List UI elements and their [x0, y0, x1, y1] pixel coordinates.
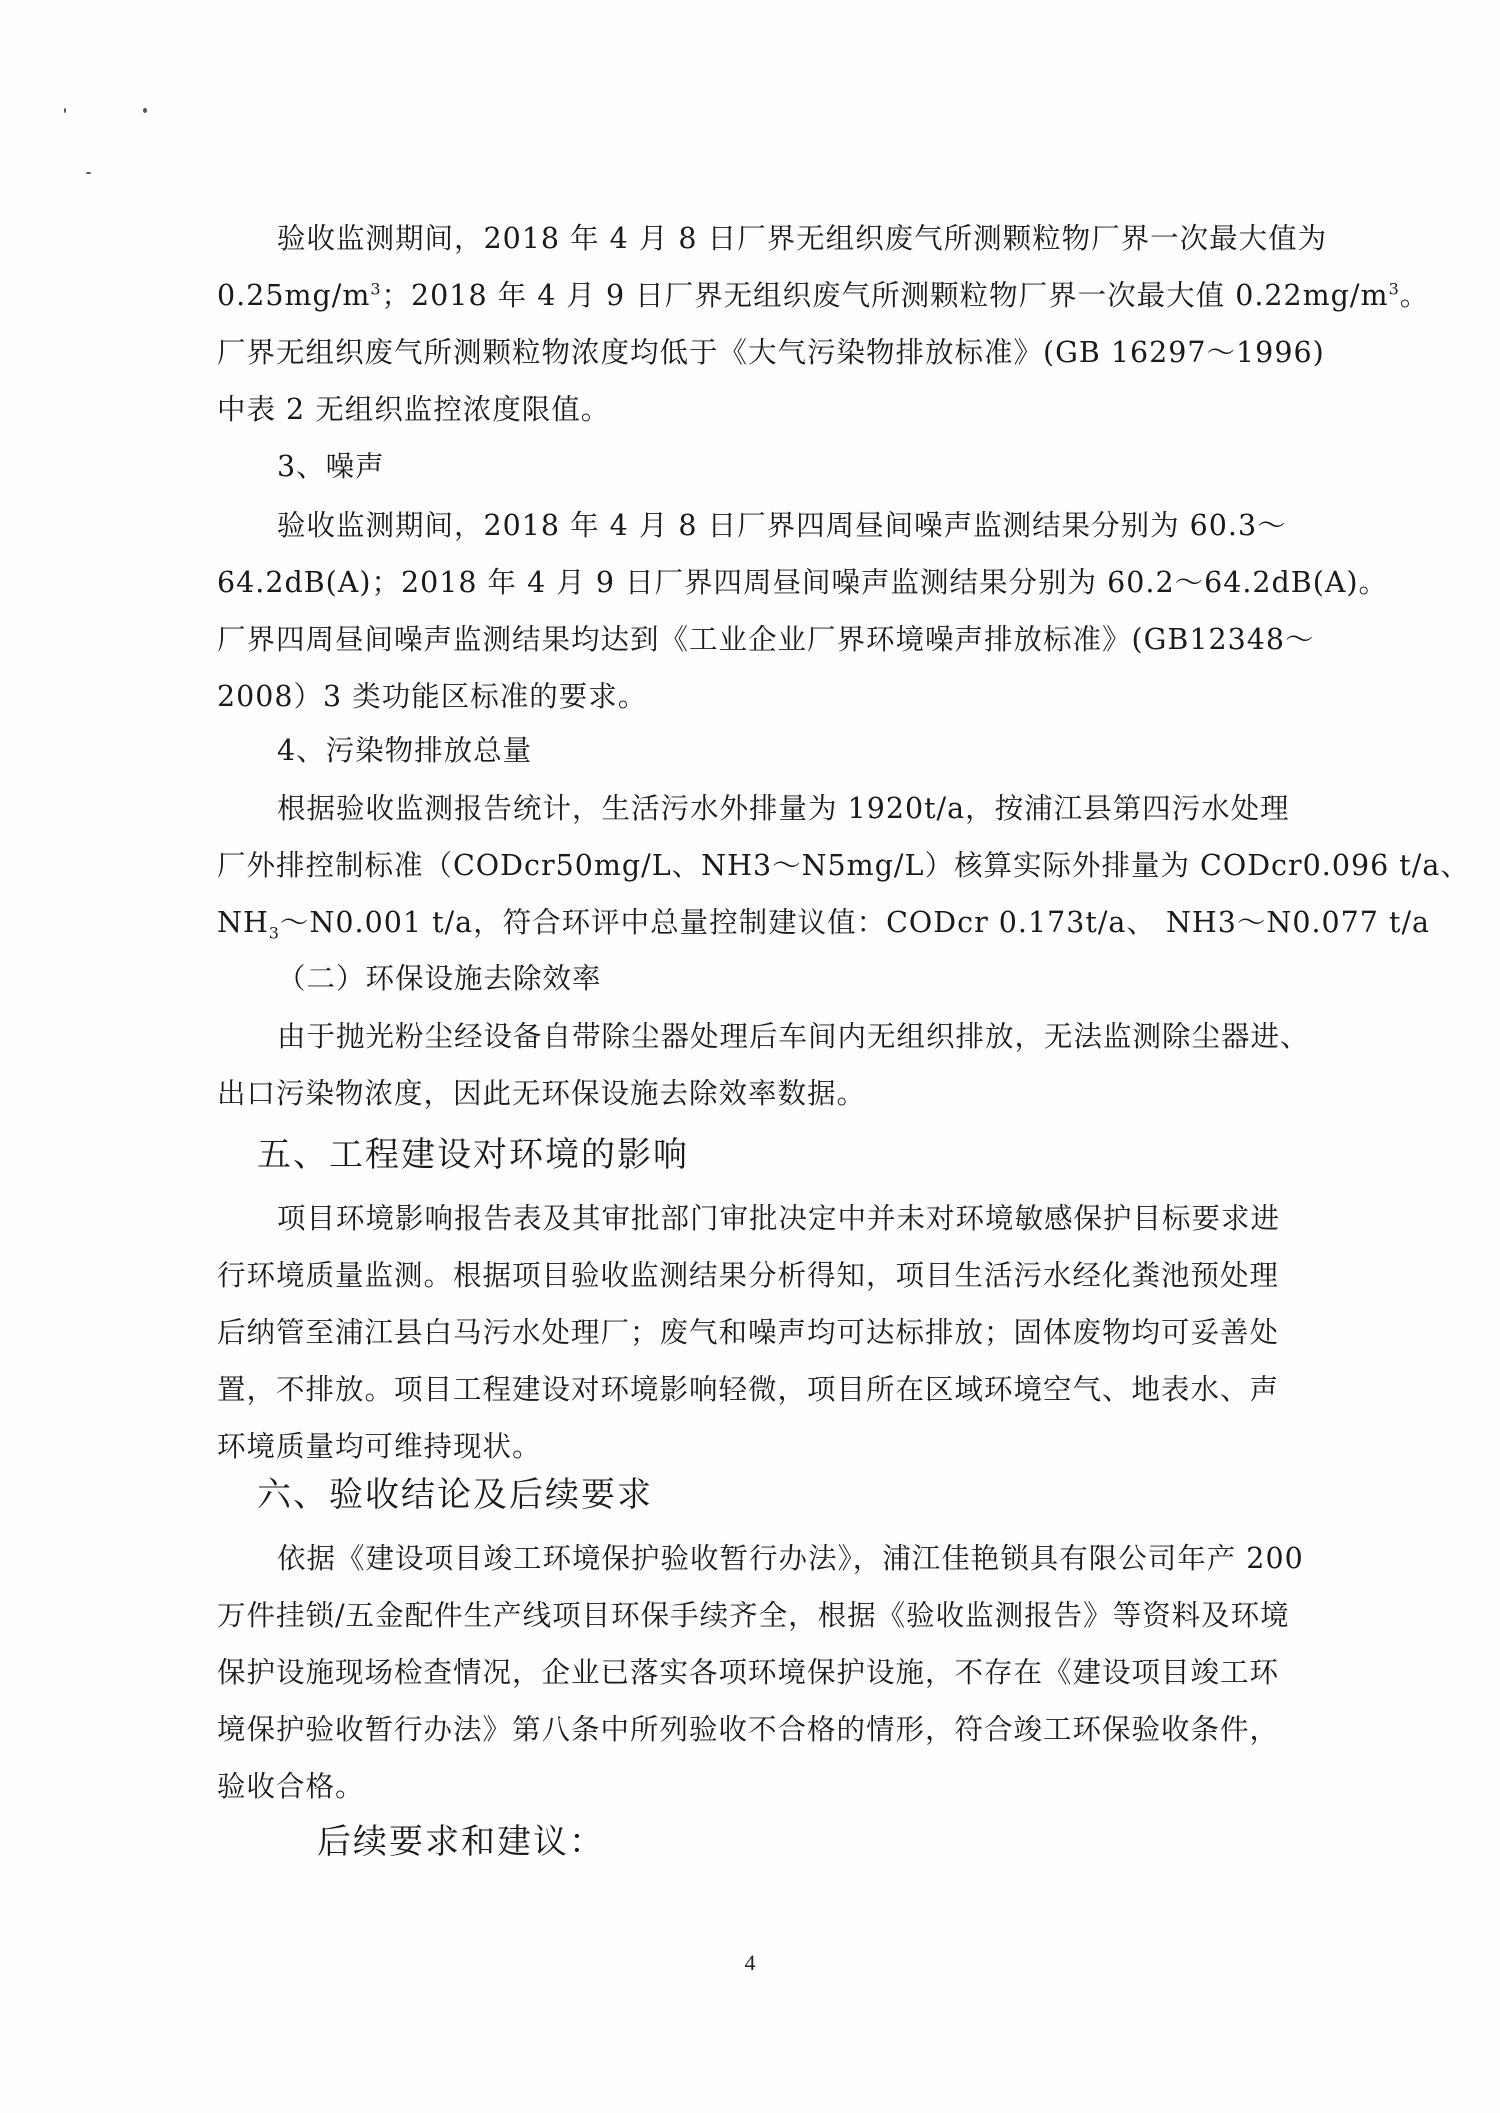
text-line: 厂界无组织废气所测颗粒物浓度均低于《大气污染物排放标准》(GB 16297～1996) — [217, 336, 1325, 369]
text-line: 后纳管至浦江县白马污水处理厂；废气和噪声均可达标排放；固体废物均可妥善处 — [217, 1316, 1280, 1349]
text-fragment: ；2018 年 4 月 9 日厂界无组织废气所测颗粒物厂界一次最大值 0.22mg/m — [381, 279, 1389, 312]
text-fragment: ～N0.001 t/a，符合环评中总量控制建议值：CODcr 0.173t/a、 NH3～N0.077 t/a — [279, 906, 1431, 939]
total-section — [217, 722, 1322, 779]
total-title: 4、污染物排放总量 — [277, 734, 533, 767]
text-fragment: 。 — [1399, 279, 1430, 312]
conclusion-section — [217, 1465, 1322, 1525]
text-line: 项目环境影响报告表及其审批部门审批决定中并未对环境敏感保护目标要求进 — [277, 1202, 1281, 1235]
text-line: 置，不排放。项目工程建设对环境影响轻微，项目所在区域环境空气、地表水、声 — [217, 1373, 1280, 1406]
noise-title: 3、噪声 — [277, 450, 385, 483]
total-paragraph — [217, 780, 1470, 951]
noise-section — [217, 438, 1322, 495]
impact-section — [217, 1125, 1322, 1185]
text-fragment: NH — [217, 906, 269, 939]
text-line: 保护设施现场检查情况，企业已落实各项环境保护设施，不存在《建设项目竣工环 — [217, 1656, 1280, 1689]
text-line: 验收监测期间，2018 年 4 月 8 日厂界无组织废气所测颗粒物厂界一次最大值为 — [277, 222, 1328, 255]
text-line: 验收合格。 — [217, 1770, 365, 1803]
section-heading: 五、工程建设对环境的影响 — [257, 1135, 689, 1175]
text-line: 厂界四周昼间噪声监测结果均达到《工业企业厂界环境噪声排放标准》(GB12348～ — [217, 623, 1315, 656]
section-heading: 六、验收结论及后续要求 — [257, 1475, 653, 1515]
scan-speck — [64, 108, 66, 113]
text-line: 根据验收监测报告统计，生活污水外排量为 1920t/a，按浦江县第四污水处理 — [277, 792, 1290, 825]
text-line — [217, 267, 1430, 324]
efficiency-paragraph — [217, 1008, 1322, 1122]
text-line: 境保护验收暂行办法》第八条中所列验收不合格的情形，符合竣工环保验收条件， — [217, 1713, 1280, 1746]
superscript: 3 — [1388, 279, 1400, 299]
noise-paragraph — [217, 497, 1389, 725]
efficiency-section — [217, 950, 1322, 1007]
text-line: 2008）3 类功能区标准的要求。 — [217, 680, 648, 713]
conclusion-paragraph — [217, 1530, 1322, 1815]
text-line — [217, 894, 1431, 951]
text-line: 中表 2 无组织监控浓度限值。 — [217, 393, 611, 426]
impact-paragraph — [217, 1190, 1322, 1475]
text-line: 环境质量均可维持现状。 — [217, 1430, 542, 1463]
text-line: 出口污染物浓度，因此无环保设施去除效率数据。 — [217, 1077, 867, 1110]
scan-speck — [143, 108, 147, 113]
superscript: 3 — [370, 279, 382, 299]
text-line: 行环境质量监测。根据项目验收监测结果分析得知，项目生活污水经化粪池预处理 — [217, 1259, 1280, 1292]
page-number: 4 — [744, 1950, 756, 1975]
text-line: 验收监测期间，2018 年 4 月 8 日厂界四周昼间噪声监测结果分别为 60.3～ — [277, 509, 1287, 542]
section-heading: 后续要求和建议： — [317, 1822, 605, 1862]
text-line: 依据《建设项目竣工环境保护验收暂行办法》，浦江佳艳锁具有限公司年产 200 — [277, 1542, 1304, 1575]
efficiency-title: （二）环保设施去除效率 — [277, 962, 602, 995]
particulate-paragraph — [217, 210, 1430, 438]
text-line: 由于抛光粉尘经设备自带除尘器处理后车间内无组织排放，无法监测除尘器进、 — [277, 1020, 1310, 1053]
scan-speck — [86, 172, 91, 174]
text-line: 万件挂锁/五金配件生产线项目环保手续齐全，根据《验收监测报告》等资料及环境 — [217, 1599, 1290, 1632]
text-fragment: 0.25mg/m — [217, 279, 371, 312]
text-line: 厂外排控制标准（CODcr50mg/L、NH3～N5mg/L）核算实际外排量为 CODcr0.096 t/a、 — [217, 849, 1470, 882]
text-line: 64.2dB(A)；2018 年 4 月 9 日厂界四周昼间噪声监测结果分别为 60.2～64.2dB(A)。 — [217, 566, 1389, 599]
followup-section — [217, 1812, 1322, 1872]
subscript: 3 — [268, 923, 280, 943]
